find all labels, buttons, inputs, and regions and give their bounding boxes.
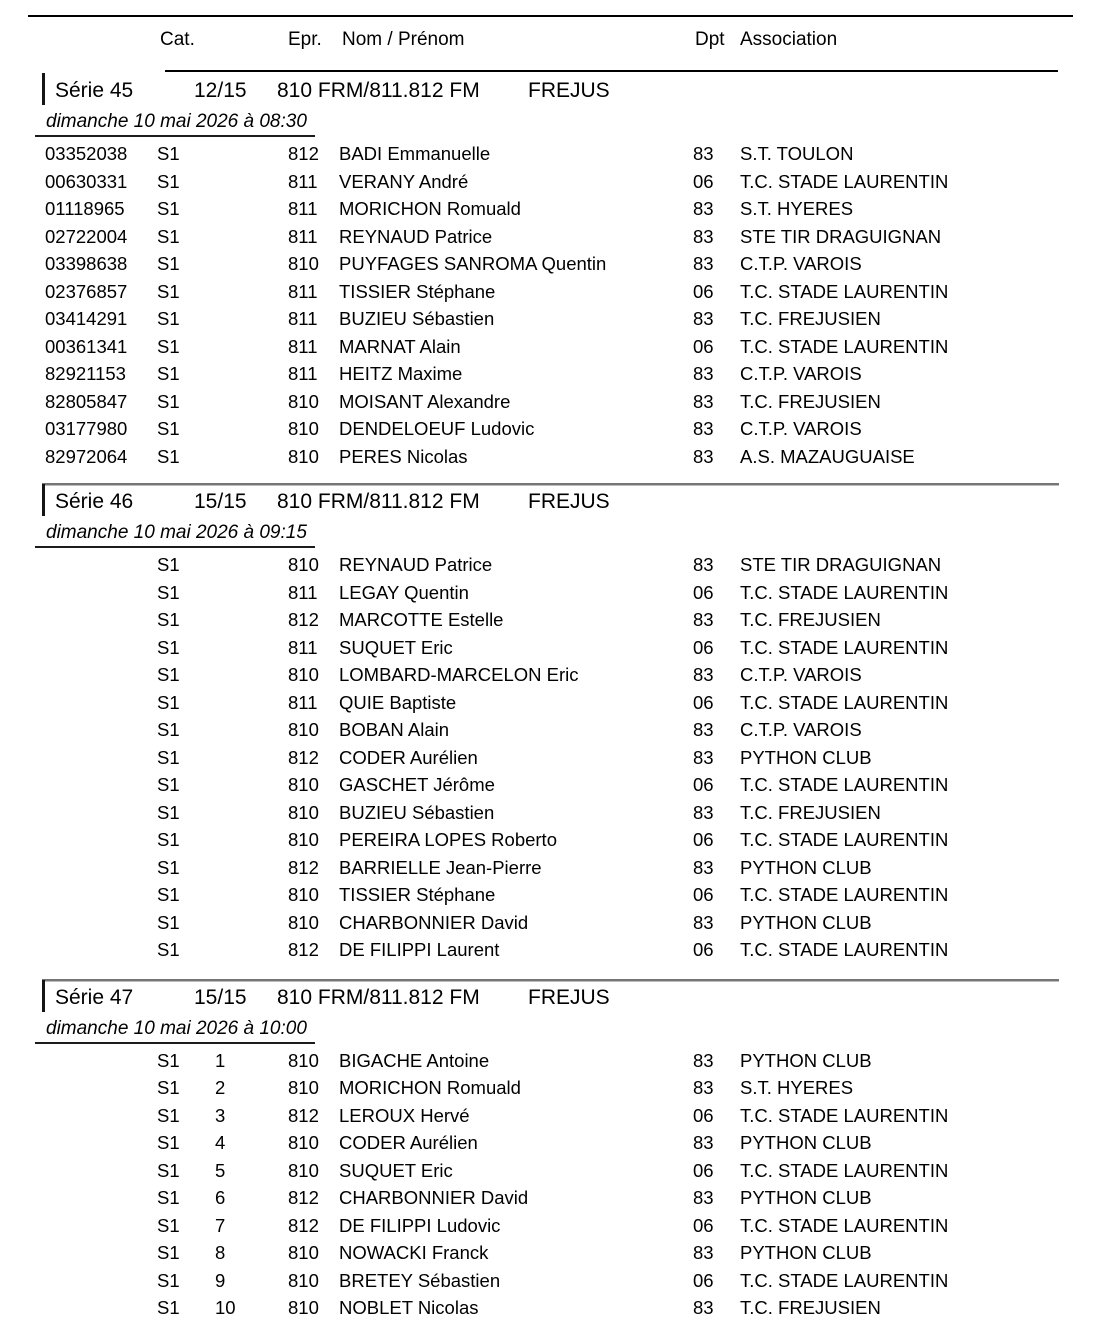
dept-cell: 06 xyxy=(693,774,714,795)
category-cell: S1 xyxy=(157,581,180,603)
name-cell: PUYFAGES SANROMA Quentin xyxy=(339,253,607,274)
series-location: FREJUS xyxy=(528,985,610,1009)
licence-cell: 00630331 xyxy=(45,170,128,192)
series-rows xyxy=(0,140,1100,470)
category-cell: S1 xyxy=(157,1297,180,1318)
place-cell: 4 xyxy=(215,1132,226,1153)
event-number-cell: 810 xyxy=(288,1049,319,1071)
entry-row xyxy=(0,388,1100,416)
dept-cell: 83 xyxy=(693,746,714,768)
association-cell: PYTHON CLUB xyxy=(740,1132,872,1153)
event-number-cell: 810 xyxy=(288,801,319,823)
series-marker-bar xyxy=(42,73,45,105)
event-number-cell: 810 xyxy=(288,253,319,274)
category-cell: S1 xyxy=(157,170,180,192)
dept-cell: 06 xyxy=(693,1104,714,1126)
series-title: Série 46 xyxy=(55,490,134,513)
series-header xyxy=(0,75,1100,107)
series-event: 810 FRM/811.812 FM xyxy=(277,985,480,1009)
entry-row xyxy=(0,140,1100,168)
category-cell: S1 xyxy=(157,554,180,575)
category-cell: S1 xyxy=(157,308,180,329)
event-number-cell: 811 xyxy=(288,691,318,713)
series-section xyxy=(0,75,1100,470)
place-cell: 10 xyxy=(215,1297,236,1318)
association-cell: T.C. STADE LAURENTIN xyxy=(740,636,949,658)
dept-cell: 83 xyxy=(693,143,714,164)
category-cell: S1 xyxy=(157,1214,180,1236)
dept-cell: 83 xyxy=(693,856,714,878)
entry-row xyxy=(0,854,1100,882)
dept-cell: 06 xyxy=(693,1159,714,1181)
event-number-cell: 810 xyxy=(288,1297,319,1318)
top-rule xyxy=(28,15,1073,17)
category-cell: S1 xyxy=(157,1104,180,1126)
event-number-cell: 812 xyxy=(288,746,319,768)
category-cell: S1 xyxy=(157,801,180,823)
category-cell: S1 xyxy=(157,418,180,439)
association-cell: C.T.P. VAROIS xyxy=(740,253,862,274)
name-cell: CODER Aurélien xyxy=(339,1132,478,1153)
licence-cell: 03398638 xyxy=(45,253,128,274)
place-cell: 7 xyxy=(215,1214,226,1236)
name-cell: MARCOTTE Estelle xyxy=(339,609,504,630)
dept-cell: 06 xyxy=(693,691,714,713)
series-date xyxy=(0,1014,1100,1047)
licence-cell: 02722004 xyxy=(45,225,128,247)
category-cell: S1 xyxy=(157,143,180,164)
entry-row xyxy=(0,1102,1100,1130)
category-cell: S1 xyxy=(157,609,180,630)
name-cell: BOBAN Alain xyxy=(339,719,450,740)
name-cell: MORICHON Romuald xyxy=(339,1077,521,1098)
entry-row xyxy=(0,909,1100,937)
association-cell: C.T.P. VAROIS xyxy=(740,363,862,384)
category-cell: S1 xyxy=(157,884,180,905)
category-cell: S1 xyxy=(157,856,180,878)
association-cell: T.C. STADE LAURENTIN xyxy=(740,581,949,603)
entry-row xyxy=(0,881,1100,909)
category-cell: S1 xyxy=(157,691,180,713)
series-section xyxy=(0,979,1100,1322)
entry-row xyxy=(0,415,1100,443)
category-cell: S1 xyxy=(157,1159,180,1181)
dept-cell: 06 xyxy=(693,335,714,357)
dept-cell: 06 xyxy=(693,581,714,603)
event-number-cell: 812 xyxy=(288,939,319,960)
column-header-association: Association xyxy=(740,29,838,50)
event-number-cell: 812 xyxy=(288,1214,319,1236)
name-cell: QUIE Baptiste xyxy=(339,691,457,713)
event-number-cell: 810 xyxy=(288,719,319,740)
entry-row xyxy=(0,1129,1100,1157)
dept-cell: 83 xyxy=(693,1297,714,1318)
association-cell: PYTHON CLUB xyxy=(740,746,872,768)
category-cell: S1 xyxy=(157,198,180,219)
association-cell: T.C. FREJUSIEN xyxy=(740,609,881,630)
event-number-cell: 812 xyxy=(288,609,319,630)
association-cell: S.T. TOULON xyxy=(740,143,854,164)
category-cell: S1 xyxy=(157,746,180,768)
event-number-cell: 810 xyxy=(288,554,319,575)
series-marker-bar xyxy=(42,484,45,516)
series-list xyxy=(0,75,1100,1322)
dept-cell: 83 xyxy=(693,363,714,384)
association-cell: T.C. FREJUSIEN xyxy=(740,1297,881,1318)
association-cell: T.C. STADE LAURENTIN xyxy=(740,691,949,713)
category-cell: S1 xyxy=(157,774,180,795)
name-cell: BUZIEU Sébastien xyxy=(339,308,495,329)
name-cell: REYNAUD Patrice xyxy=(339,554,493,575)
association-cell: T.C. STADE LAURENTIN xyxy=(740,1104,949,1126)
association-cell: C.T.P. VAROIS xyxy=(740,719,862,740)
entry-row xyxy=(0,551,1100,579)
association-cell: PYTHON CLUB xyxy=(740,1187,872,1208)
event-number-cell: 811 xyxy=(288,636,318,658)
event-number-cell: 811 xyxy=(288,308,318,329)
dept-cell: 83 xyxy=(693,1077,714,1098)
dept-cell: 06 xyxy=(693,636,714,658)
association-cell: PYTHON CLUB xyxy=(740,1242,872,1263)
association-cell: PYTHON CLUB xyxy=(740,856,872,878)
event-number-cell: 811 xyxy=(288,280,318,302)
entry-row xyxy=(0,689,1100,717)
licence-cell: 01118965 xyxy=(45,198,125,219)
event-number-cell: 810 xyxy=(288,1269,319,1291)
category-cell: S1 xyxy=(157,1132,180,1153)
series-title: Série 47 xyxy=(55,985,134,1009)
category-cell: S1 xyxy=(157,636,180,658)
place-cell: 9 xyxy=(215,1269,226,1291)
place-cell: 8 xyxy=(215,1242,226,1263)
name-cell: BIGACHE Antoine xyxy=(339,1049,490,1071)
category-cell: S1 xyxy=(157,939,180,960)
entry-row xyxy=(0,799,1100,827)
entry-row xyxy=(0,1074,1100,1102)
series-section xyxy=(0,483,1100,964)
event-number-cell: 810 xyxy=(288,1242,319,1263)
dept-cell: 06 xyxy=(693,884,714,905)
name-cell: REYNAUD Patrice xyxy=(339,225,493,247)
series-rows xyxy=(0,551,1100,964)
header-rule xyxy=(165,70,1058,72)
series-location: FREJUS xyxy=(528,79,610,102)
dept-cell: 06 xyxy=(693,280,714,302)
licence-cell: 03352038 xyxy=(45,143,128,164)
dept-cell: 06 xyxy=(693,170,714,192)
licence-cell: 82972064 xyxy=(45,445,128,467)
association-cell: T.C. FREJUSIEN xyxy=(740,308,881,329)
entry-row xyxy=(0,579,1100,607)
event-number-cell: 812 xyxy=(288,1104,319,1126)
name-cell: PEREIRA LOPES Roberto xyxy=(339,829,557,850)
name-cell: NOWACKI Franck xyxy=(339,1242,489,1263)
category-cell: S1 xyxy=(157,335,180,357)
licence-cell: 02376857 xyxy=(45,280,128,302)
dept-cell: 83 xyxy=(693,1049,714,1071)
event-number-cell: 810 xyxy=(288,445,319,467)
series-rows xyxy=(0,1047,1100,1322)
name-cell: HEITZ Maxime xyxy=(339,363,463,384)
association-cell: T.C. STADE LAURENTIN xyxy=(740,280,949,302)
dept-cell: 83 xyxy=(693,1132,714,1153)
dept-cell: 83 xyxy=(693,1242,714,1263)
category-cell: S1 xyxy=(157,664,180,685)
event-number-cell: 810 xyxy=(288,829,319,850)
event-number-cell: 810 xyxy=(288,664,319,685)
licence-cell: 03414291 xyxy=(45,308,128,329)
category-cell: S1 xyxy=(157,911,180,933)
event-number-cell: 810 xyxy=(288,884,319,905)
association-cell: C.T.P. VAROIS xyxy=(740,418,862,439)
entry-row xyxy=(0,360,1100,388)
category-cell: S1 xyxy=(157,445,180,467)
name-cell: BADI Emmanuelle xyxy=(339,143,491,164)
name-cell: CHARBONNIER David xyxy=(339,1187,529,1208)
place-cell: 1 xyxy=(215,1049,226,1071)
entry-row xyxy=(0,443,1100,471)
entry-row xyxy=(0,634,1100,662)
name-cell: DE FILIPPI Ludovic xyxy=(339,1214,501,1236)
name-cell: GASCHET Jérôme xyxy=(339,774,495,795)
column-headers xyxy=(0,29,1100,51)
name-cell: MOISANT Alexandre xyxy=(339,390,511,412)
dept-cell: 83 xyxy=(693,609,714,630)
entry-row xyxy=(0,826,1100,854)
association-cell: T.C. FREJUSIEN xyxy=(740,390,881,412)
association-cell: T.C. STADE LAURENTIN xyxy=(740,170,949,192)
event-number-cell: 811 xyxy=(288,335,318,357)
series-title: Série 45 xyxy=(55,79,134,102)
association-cell: STE TIR DRAGUIGNAN xyxy=(740,225,942,247)
name-cell: CHARBONNIER David xyxy=(339,911,529,933)
column-header-cat: Cat. xyxy=(160,29,195,50)
event-number-cell: 812 xyxy=(288,143,319,164)
name-cell: DE FILIPPI Laurent xyxy=(339,939,500,960)
category-cell: S1 xyxy=(157,1049,180,1071)
dept-cell: 83 xyxy=(693,390,714,412)
entry-row xyxy=(0,250,1100,278)
name-cell: MORICHON Romuald xyxy=(339,198,521,219)
association-cell: S.T. HYERES xyxy=(740,198,854,219)
association-cell: S.T. HYERES xyxy=(740,1077,854,1098)
entry-row xyxy=(0,936,1100,964)
event-number-cell: 811 xyxy=(288,198,318,219)
series-date-text: dimanche 10 mai 2026 à 08:30 xyxy=(35,109,315,137)
category-cell: S1 xyxy=(157,1187,180,1208)
name-cell: LEGAY Quentin xyxy=(339,581,469,603)
association-cell: T.C. STADE LAURENTIN xyxy=(740,829,949,850)
name-cell: PERES Nicolas xyxy=(339,445,468,467)
category-cell: S1 xyxy=(157,280,180,302)
category-cell: S1 xyxy=(157,253,180,274)
association-cell: C.T.P. VAROIS xyxy=(740,664,862,685)
name-cell: LOMBARD-MARCELON Eric xyxy=(339,664,579,685)
entry-row xyxy=(0,305,1100,333)
dept-cell: 83 xyxy=(693,308,714,329)
licence-cell: 03177980 xyxy=(45,418,128,439)
series-header xyxy=(0,982,1100,1014)
event-number-cell: 812 xyxy=(288,1187,319,1208)
entry-row xyxy=(0,716,1100,744)
category-cell: S1 xyxy=(157,719,180,740)
entry-row xyxy=(0,1157,1100,1185)
event-number-cell: 811 xyxy=(288,170,318,192)
name-cell: SUQUET Eric xyxy=(339,1159,453,1181)
dept-cell: 83 xyxy=(693,225,714,247)
association-cell: T.C. STADE LAURENTIN xyxy=(740,884,949,905)
series-date xyxy=(0,107,1100,140)
name-cell: NOBLET Nicolas xyxy=(339,1297,479,1318)
licence-cell: 82805847 xyxy=(45,390,128,412)
name-cell: MARNAT Alain xyxy=(339,335,461,357)
dept-cell: 83 xyxy=(693,664,714,685)
association-cell: T.C. STADE LAURENTIN xyxy=(740,1159,949,1181)
entry-row xyxy=(0,333,1100,361)
column-header-epr: Epr. xyxy=(288,29,322,50)
entry-row xyxy=(0,1294,1100,1322)
place-cell: 3 xyxy=(215,1104,226,1126)
association-cell: T.C. FREJUSIEN xyxy=(740,801,881,823)
entry-row xyxy=(0,744,1100,772)
event-number-cell: 810 xyxy=(288,390,319,412)
place-cell: 5 xyxy=(215,1159,226,1181)
event-number-cell: 810 xyxy=(288,1132,319,1153)
category-cell: S1 xyxy=(157,1269,180,1291)
series-count: 15/15 xyxy=(194,490,247,513)
dept-cell: 83 xyxy=(693,801,714,823)
name-cell: SUQUET Eric xyxy=(339,636,453,658)
name-cell: TISSIER Stéphane xyxy=(339,280,496,302)
series-date xyxy=(0,518,1100,551)
entry-row xyxy=(0,1239,1100,1267)
dept-cell: 06 xyxy=(693,1269,714,1291)
category-cell: S1 xyxy=(157,1242,180,1263)
dept-cell: 83 xyxy=(693,253,714,274)
event-number-cell: 810 xyxy=(288,774,319,795)
name-cell: BARRIELLE Jean-Pierre xyxy=(339,856,542,878)
name-cell: BUZIEU Sébastien xyxy=(339,801,495,823)
category-cell: S1 xyxy=(157,363,180,384)
association-cell: T.C. STADE LAURENTIN xyxy=(740,335,949,357)
dept-cell: 83 xyxy=(693,554,714,575)
event-number-cell: 811 xyxy=(288,581,318,603)
category-cell: S1 xyxy=(157,225,180,247)
association-cell: T.C. STADE LAURENTIN xyxy=(740,774,949,795)
event-number-cell: 810 xyxy=(288,911,319,933)
entry-row xyxy=(0,223,1100,251)
series-marker-bar xyxy=(42,980,45,1012)
dept-cell: 83 xyxy=(693,1187,714,1208)
association-cell: PYTHON CLUB xyxy=(740,911,872,933)
series-count: 12/15 xyxy=(194,79,247,102)
dept-cell: 83 xyxy=(693,198,714,219)
association-cell: PYTHON CLUB xyxy=(740,1049,872,1071)
column-header-dpt: Dpt xyxy=(695,29,725,50)
name-cell: LEROUX Hervé xyxy=(339,1104,470,1126)
event-number-cell: 810 xyxy=(288,418,319,439)
entry-row xyxy=(0,1047,1100,1075)
entry-row xyxy=(0,606,1100,634)
dept-cell: 06 xyxy=(693,1214,714,1236)
series-event: 810 FRM/811.812 FM xyxy=(277,490,480,513)
series-header xyxy=(0,486,1100,518)
event-number-cell: 811 xyxy=(288,225,318,247)
entry-row xyxy=(0,771,1100,799)
name-cell: CODER Aurélien xyxy=(339,746,478,768)
event-number-cell: 810 xyxy=(288,1077,319,1098)
entry-row xyxy=(0,1184,1100,1212)
series-count: 15/15 xyxy=(194,985,247,1009)
dept-cell: 83 xyxy=(693,418,714,439)
entry-row xyxy=(0,168,1100,196)
dept-cell: 83 xyxy=(693,445,714,467)
series-event: 810 FRM/811.812 FM xyxy=(277,79,480,102)
entry-row xyxy=(0,195,1100,223)
association-cell: A.S. MAZAUGUAISE xyxy=(740,445,915,467)
dept-cell: 83 xyxy=(693,719,714,740)
category-cell: S1 xyxy=(157,829,180,850)
event-number-cell: 812 xyxy=(288,856,319,878)
entry-row xyxy=(0,661,1100,689)
dept-cell: 83 xyxy=(693,911,714,933)
event-number-cell: 811 xyxy=(288,363,318,384)
name-cell: DENDELOEUF Ludovic xyxy=(339,418,535,439)
licence-cell: 82921153 xyxy=(45,363,126,384)
entry-row xyxy=(0,278,1100,306)
place-cell: 6 xyxy=(215,1187,226,1208)
place-cell: 2 xyxy=(215,1077,226,1098)
association-cell: STE TIR DRAGUIGNAN xyxy=(740,554,942,575)
association-cell: T.C. STADE LAURENTIN xyxy=(740,939,949,960)
name-cell: TISSIER Stéphane xyxy=(339,884,496,905)
dept-cell: 06 xyxy=(693,939,714,960)
series-location: FREJUS xyxy=(528,490,610,513)
series-date-text: dimanche 10 mai 2026 à 10:00 xyxy=(35,1016,315,1044)
name-cell: VERANY André xyxy=(339,170,469,192)
event-number-cell: 810 xyxy=(288,1159,319,1181)
association-cell: T.C. STADE LAURENTIN xyxy=(740,1269,949,1291)
entry-row xyxy=(0,1267,1100,1295)
name-cell: BRETEY Sébastien xyxy=(339,1269,501,1291)
entry-row xyxy=(0,1212,1100,1240)
category-cell: S1 xyxy=(157,1077,180,1098)
column-header-name: Nom / Prénom xyxy=(342,29,465,50)
licence-cell: 00361341 xyxy=(45,335,128,357)
series-date-text: dimanche 10 mai 2026 à 09:15 xyxy=(35,520,315,548)
dept-cell: 06 xyxy=(693,829,714,850)
association-cell: T.C. STADE LAURENTIN xyxy=(740,1214,949,1236)
category-cell: S1 xyxy=(157,390,180,412)
